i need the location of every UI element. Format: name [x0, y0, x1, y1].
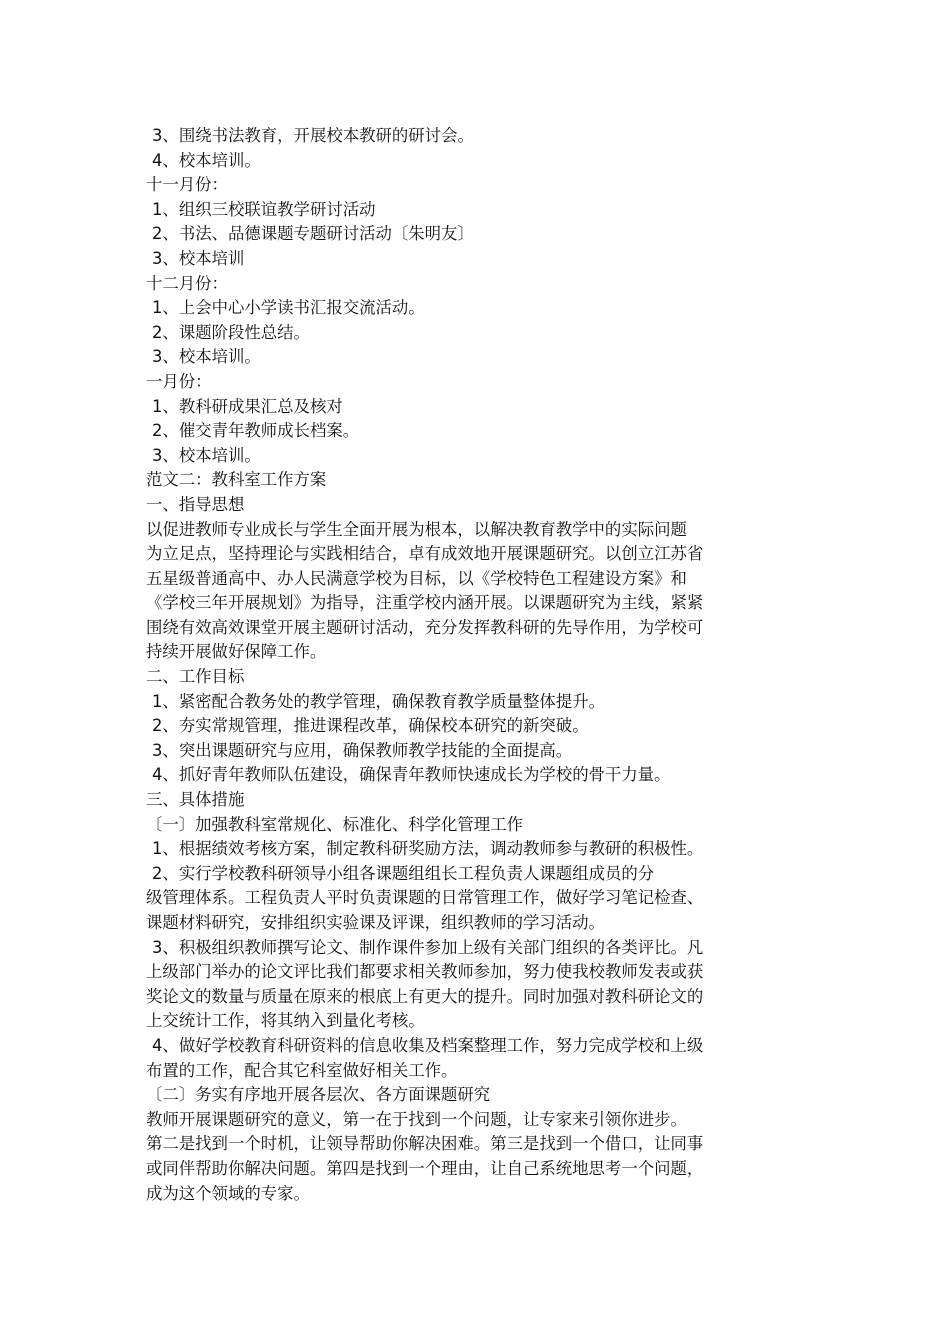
text-line: 1、组织三校联谊教学研讨活动	[152, 199, 376, 219]
text-line: 三、具体措施	[146, 790, 245, 810]
text-line: 为立足点，坚持理论与实践相结合，卓有成效地开展课题研究。以创立江苏省	[146, 544, 704, 564]
text-line: 十二月份：	[146, 273, 228, 293]
text-line: 教师开展课题研究的意义，第一在于找到一个问题，让专家来引领你进步。	[146, 1109, 687, 1129]
text-line: 课题材料研究，安排组织实验课及评课，组织教师的学习活动。	[146, 913, 605, 932]
text-line: 二、工作目标	[146, 667, 245, 687]
text-line: 或同伴帮助你解决问题。第四是找到一个理由，让自己系统地思考一个问题，	[146, 1158, 704, 1178]
text-line: 4、校本培训。	[152, 150, 261, 170]
text-line: 范文二：教科室工作方案	[146, 470, 327, 490]
text-line: 持续开展做好保障工作。	[146, 642, 327, 662]
text-line: 2、催交青年教师成长档案。	[152, 421, 360, 441]
text-line: 3、围绕书法教育，开展校本教研的研讨会。	[152, 126, 474, 145]
text-line: 1、上会中心小学读书汇报交流活动。	[152, 298, 425, 318]
text-line: 2、书法、品德课题专题研讨活动〔朱明友〕	[152, 224, 474, 244]
text-line: 1、根据绩效考核方案，制定教科研奖励方法，调动教师参与教研的积极性。	[152, 839, 704, 859]
text-line: 五星级普通高中、办人民满意学校为目标，以《学校特色工程建设方案》和	[146, 568, 687, 588]
text-line: 上级部门举办的论文评比我们都要求相关教师参加，努力使我校教师发表或获	[146, 962, 704, 982]
text-line: 3、校本培训。	[152, 347, 261, 367]
text-line: 2、夯实常规管理，推进课程改革，确保校本研究的新突破。	[152, 716, 589, 736]
text-line: 2、课题阶段性总结。	[152, 322, 310, 342]
text-line: 上交统计工作，将其纳入到量化考核。	[146, 1011, 425, 1031]
text-line: 奖论文的数量与质量在原来的根底上有更大的提升。同时加强对教科研论文的	[146, 986, 704, 1006]
text-line: 十一月份：	[146, 175, 228, 195]
text-line: 3、校本培训。	[152, 445, 261, 465]
text-line: 〔一〕加强教科室常规化、标准化、科学化管理工作	[146, 814, 523, 834]
document-body	[146, 124, 802, 1206]
text-line: 〔二〕务实有序地开展各层次、各方面课题研究	[146, 1085, 491, 1105]
text-line: 4、抓好青年教师队伍建设，确保青年教师快速成长为学校的骨干力量。	[152, 765, 671, 785]
text-line: 第二是找到一个时机，让领导帮助你解决困难。第三是找到一个借口，让同事	[146, 1134, 704, 1154]
text-line: 一、指导思想	[146, 494, 245, 514]
text-line: 3、突出课题研究与应用，确保教师教学技能的全面提高。	[152, 740, 573, 760]
text-line: 布置的工作，配合其它科室做好相关工作。	[146, 1060, 458, 1080]
text-line: 4、做好学校教育科研资料的信息收集及档案整理工作，努力完成学校和上级	[152, 1035, 704, 1055]
text-line: 级管理体系。工程负责人平时负责课题的日常管理工作，做好学习笔记检查、	[146, 888, 704, 908]
text-line: 一月份：	[146, 371, 212, 391]
text-line: 3、校本培训	[152, 248, 245, 268]
text-line: 1、紧密配合教务处的教学管理，确保教育教学质量整体提升。	[152, 691, 605, 711]
text-line: 2、实行学校教科研领导小组各课题组组长工程负责人课题组成员的分	[152, 863, 655, 883]
text-line: 《学校三年开展规划》为指导，注重学校内涵开展。以课题研究为主线，紧紧	[146, 593, 704, 613]
text-line: 1、教科研成果汇总及核对	[152, 396, 343, 416]
text-line: 成为这个领域的专家。	[146, 1183, 310, 1203]
text-line: 围绕有效高效课堂开展主题研讨活动，充分发挥教科研的先导作用，为学校可	[146, 617, 704, 637]
text-line: 3、积极组织教师撰写论文、制作课件参加上级有关部门组织的各类评比。凡	[152, 937, 704, 957]
text-line: 以促进教师专业成长与学生全面开展为根本，以解决教育教学中的实际问题	[146, 519, 687, 539]
